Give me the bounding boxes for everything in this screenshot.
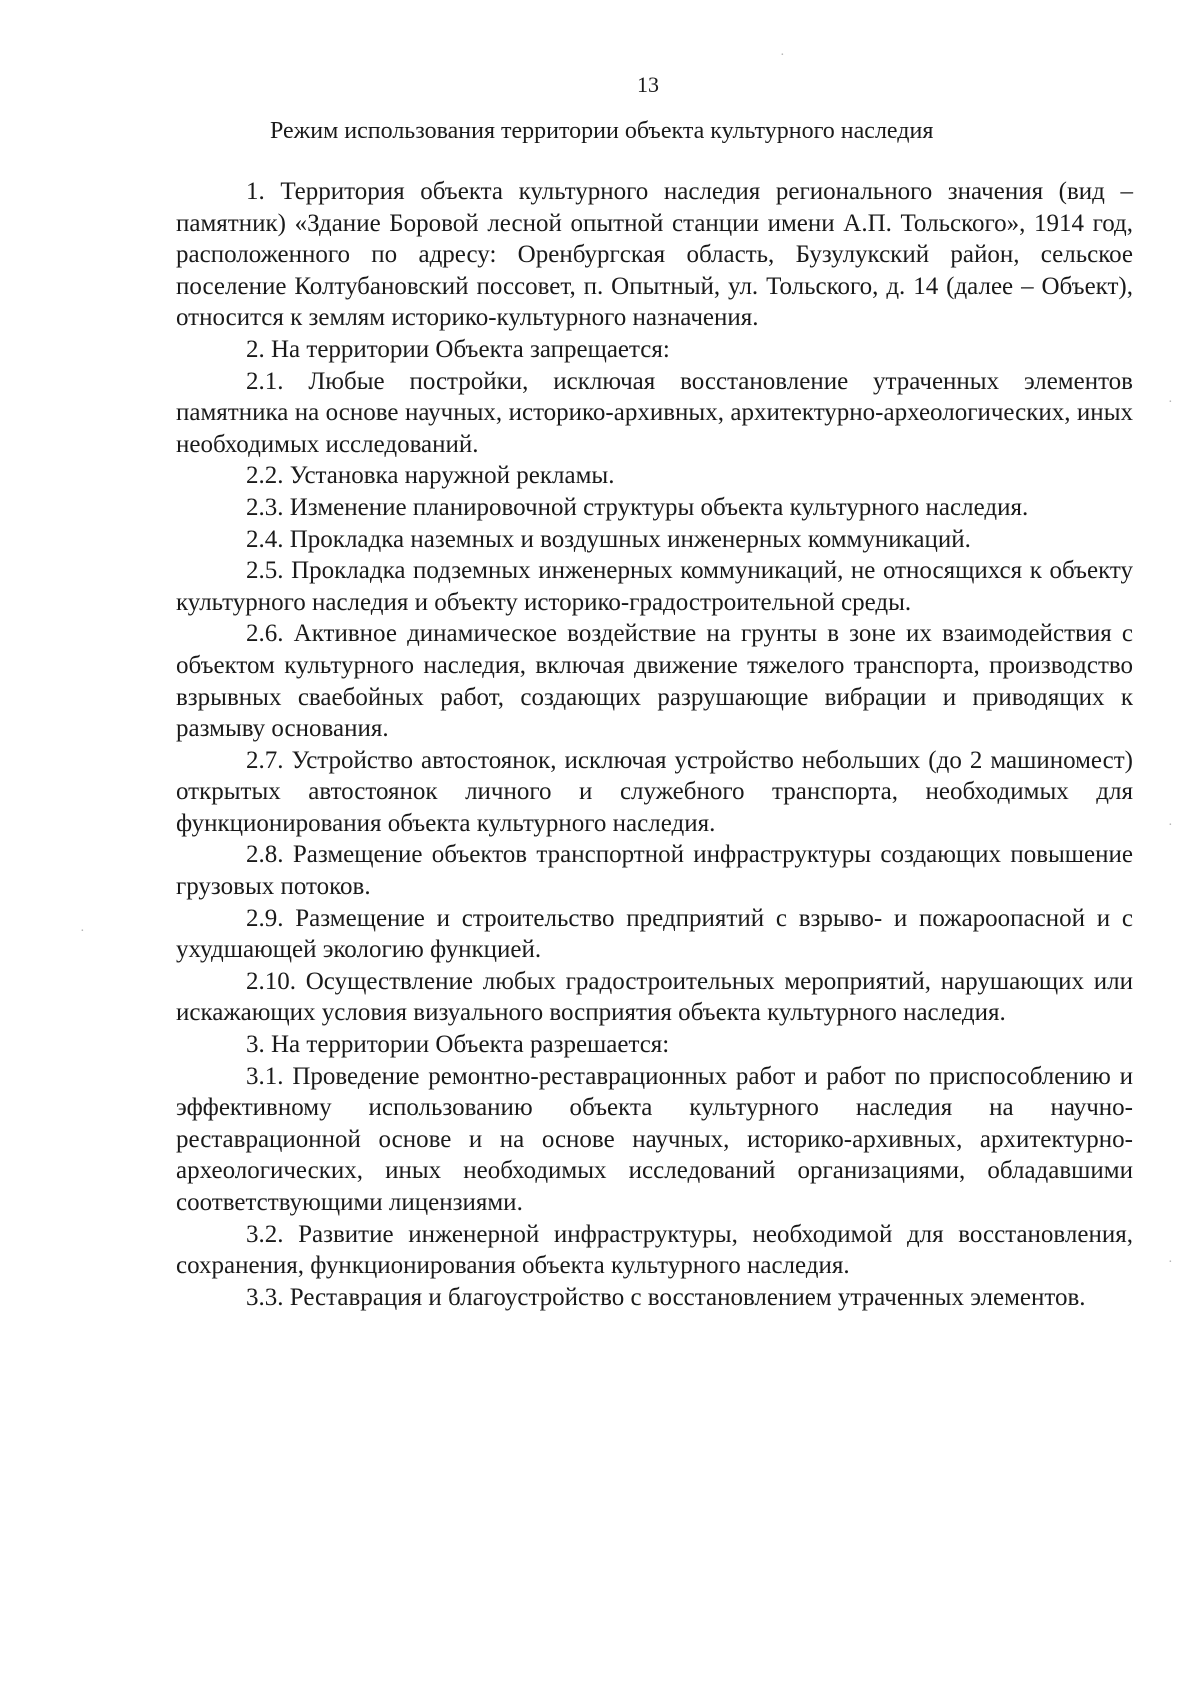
page-number: 13: [637, 72, 659, 97]
scan-speck: ·: [80, 924, 85, 939]
paragraph-3: 3. На территории Объекта разрешается:: [246, 1031, 670, 1059]
paragraph-2: 2. На территории Объекта запрещается:: [246, 335, 670, 363]
paragraph-1: 1. Территория объекта культурного наследия регионального значения (вид – памятник) «Здание Боровой лесной опытной станции имени А.П. Тольского», 1914 год, расположенного по адресу: Оренбургская область, Бузулукский район, сельское поселение Колтубановский поссовет, п. Опытный, ул. Тольского, д. 14 (далее – Объект), относится к землям историко-культурного назначения.: [176, 178, 1133, 332]
paragraph-2-3: 2.3. Изменение планировочной структуры объекта культурного наследия.: [246, 493, 1029, 521]
scan-speck: ·: [1168, 1255, 1173, 1270]
paragraph-2-2: 2.2. Установка наружной рекламы.: [246, 462, 615, 490]
paragraph-3-1: 3.1. Проведение ремонтно-реставрационных работ и работ по приспособлению и эффективному использованию объекта культурного наследия на научно-реставрационной основе и на основе научных, историко-архивных, архитектурно-археологических, иных необходимых исследований организациями, обладавшими соответствующими лицензиями.: [176, 1062, 1133, 1216]
paragraph-2-5: 2.5. Прокладка подземных инженерных коммуникаций, не относящихся к объекту культурного наследия и объекту историко-градостроительной среды.: [176, 557, 1133, 616]
paragraph-2-4: 2.4. Прокладка наземных и воздушных инженерных коммуникаций.: [246, 525, 971, 553]
paragraph-2-6: 2.6. Активное динамическое воздействие на грунты в зоне их взаимодействия с объектом культурного наследия, включая движение тяжелого транспорта, производство взрывных сваебойных работ, создающих разрушающие вибрации и приводящих к размыву основания.: [176, 620, 1133, 743]
paragraph-2-7: 2.7. Устройство автостоянок, исключая устройство небольших (до 2 машиномест) открытых автостоянок личного и служебного транспорта, необходимых для функционирования объекта культурного наследия.: [176, 746, 1133, 837]
scan-speck: ·: [1168, 395, 1173, 410]
scan-speck: ·: [780, 48, 785, 63]
paragraph-2-1: 2.1. Любые постройки, исключая восстановление утраченных элементов памятника на основе научных, историко-архивных, архитектурно-археологических, иных необходимых исследований.: [176, 367, 1133, 458]
page-title: Режим использования территории объекта культурного наследия: [270, 118, 934, 144]
scan-speck: ·: [1168, 818, 1173, 833]
paragraph-2-9: 2.9. Размещение и строительство предприятий с взрыво- и пожароопасной и с ухудшающей экологию функцией.: [176, 904, 1133, 964]
paragraph-2-8: 2.8. Размещение объектов транспортной инфраструктуры создающих повышение грузовых потоков.: [176, 841, 1133, 901]
paragraph-3-3: 3.3. Реставрация и благоустройство с восстановлением утраченных элементов.: [246, 1283, 1086, 1311]
paragraph-2-10: 2.10. Осуществление любых градостроительных мероприятий, нарушающих или искажающих условия визуального восприятия объекта культурного наследия.: [176, 967, 1133, 1027]
document-body: [176, 176, 1133, 1313]
paragraph-3-2: 3.2. Развитие инженерной инфраструктуры, необходимой для восстановления, сохранения, функционирования объекта культурного наследия.: [176, 1220, 1133, 1280]
